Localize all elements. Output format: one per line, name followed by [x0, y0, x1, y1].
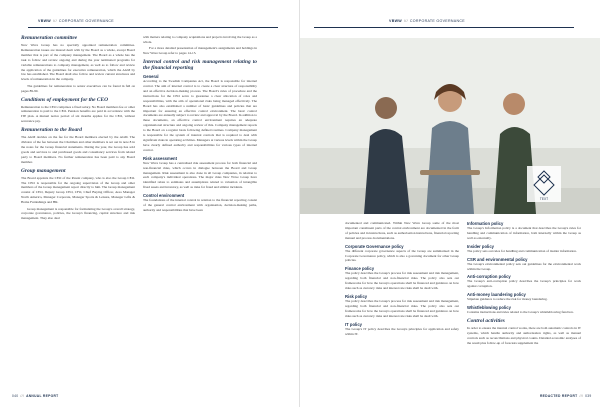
subsection-heading: Whistleblowing policy: [467, 305, 511, 311]
section-heading: Remuneration committee: [21, 35, 78, 41]
right-column-1: [345, 221, 459, 338]
subsection-heading: Control environment: [143, 193, 185, 199]
footer-separator: ///: [20, 394, 25, 398]
header-rule: [314, 27, 574, 28]
header-separator: ///: [52, 19, 57, 23]
left-column-1: [21, 35, 135, 223]
section-heading: Group management: [21, 167, 66, 174]
header-separator: ///: [403, 19, 408, 23]
footer-label: ANNUAL REPORT: [26, 394, 59, 398]
body-paragraph: Group management is responsible for formulating the Group's overall strategy, corporate governance, policies, the Group's financing, capital structure and risk management. They also deal: [21, 206, 135, 221]
body-paragraph: The Board appoints the CEO of the Parent company, who is also the Group CEO. The CEO is responsible for the ongoing supervision of the Group and other members of the Group management report directly to him. The Group management consist of CEO, Deputy Group CEO, CFO, Chief Buying Officer, Area Manager North America, Manager Corporate, Manager Sports & Leisure, Manager Gifts & Home Furnishings and HR.: [21, 175, 135, 205]
page-number: 039: [585, 394, 592, 398]
subsection-heading: Information policy: [467, 221, 504, 226]
header-rule: [28, 27, 278, 28]
subsection-heading: CSR and environmental policy: [467, 256, 528, 262]
right-page-header: [389, 19, 465, 23]
subsection-heading: IT policy: [345, 321, 362, 327]
left-column-2: [143, 35, 257, 214]
body-paragraph: According to the Swedish Companies Act, the Board is responsible for internal control. The aim of internal control is to create a clear structure of responsibility and an effective decision-making process. The Board's rules of procedure and the instructions for the CEO serve to guarantee a clear allocation of roles and responsibilities, with the aim of operational risks being managed effectively. The Board has also established a number of basic guidelines and policies that are important for ensuring an effective control environment. The basic control documents are annually subject to review and approval by the Board. In addition to these documents, an effective control environment requires an adequate organisational structure and ongoing review of this. Company management reports to the Board on a regular basis following defined routines. Company management is responsible for the system of internal controls that is required to deal with significant risks in operating activities. Managers at various levels within the Group have clearly defined authority and responsibilities for various types of internal control.: [143, 79, 257, 152]
subsection-heading: Insider policy: [467, 243, 494, 249]
subsection-heading: Finance policy: [345, 266, 375, 272]
body-paragraph: The guidelines for remuneration to senior executives can be found in full on pages 89-90.: [21, 83, 135, 93]
body-paragraph: The AGM decides on the fee for the Board members elected by the AGM. The division of the fee between the Chairman and other members is set out in note 8 in the notes for the Group financial statements. During the year, the Group has sold goods and services to and purchased goods and consultancy services from related party to Board members. No further remuneration has been paid to any Board member.: [21, 135, 135, 164]
body-paragraph: The Group's IT policy describes the Group's principles for application and safety within IT.: [345, 326, 459, 336]
body-paragraph: The foundations of the internal control in relation to the financial reporting consist of the general control environment with organisation, decision-making paths, authority and responsibilities that have been: [143, 198, 257, 212]
body-paragraph: The different corporate governance aspects of the Group are summarised in the Corporate Governance policy, which is also a governing document for other Group policies.: [345, 248, 459, 263]
logo-text: TEXT: [539, 197, 549, 201]
body-paragraph: The Group's environmental policy sets out guidelines for the environmental work within the Group.: [467, 261, 581, 271]
body-paragraph: Contains instructions and rules related to the Group's whistleblowing function.: [467, 310, 574, 315]
right-page-footer: [540, 394, 592, 398]
subsection-heading: General: [143, 74, 159, 80]
body-paragraph: The policy describes the Group's process for risk assessment and risk management, regarding both financial and non-financial risks. The policy also sets out frameworks for how the Group's operations shall be financed and guidance on how risks such as currency risks and interest rate risks shall be dealt with.: [345, 298, 459, 318]
brand-logo-icon: [527, 166, 561, 202]
body-paragraph: New Wave Group has a centralised risk assessment process for both financial and non-financial risks, which occurs in dialogue between the Board and Group management. Risk assessment is also done in all Group companies, in relation to each company's individual operations. The major risks New Wave Group have identified relate to estimates and assumptions related to valuation of intangible fixed assets and inventory, as well as risks for fraud and similar incidents.: [143, 160, 257, 190]
left-page-header: [38, 19, 114, 23]
body-paragraph: The Group's anti-corruption policy describes the Group's principles for work against corruption.: [467, 279, 581, 289]
body-paragraph: documented and communicated. Within New Wave Group some of the most important constituent parts of the control environment are documented in the form of policies and in instructions, such as authorisation instructions, financial reporting manual and process documentations.: [345, 221, 459, 240]
subsection-heading: Risk assessment: [143, 155, 177, 161]
page-number: 040: [12, 394, 19, 398]
section-heading: Internal control and risk management relating to the financial reporting: [143, 59, 257, 72]
body-paragraph: The policy sets out rules for handling and communication of insider information.: [467, 248, 577, 253]
right-column-2: [467, 221, 581, 347]
header-brand: VBWW: [38, 19, 51, 23]
body-paragraph: New Wave Group has no specially appointed remuneration committee. Remuneration issues are instead dealt with by the Board as a whole, except Board member that is part of the company management. The Board as a whole has the task to follow and review ongoing and during the year terminated programs for variable remunerations to company management, as well as to follow and review the application of the guidelines for executive remuneration, which the AGM by law has established. The Board shall also follow and review current structures and levels of remuneration in the company.: [21, 43, 135, 82]
body-paragraph: The policy describes the Group's process for risk assessment and risk management, regarding both financial and non-financial risks. The policy also sets out frameworks for how the Group's operations shall be financed and guidance on how risks such as currency risks and interest rate risks shall be dealt with.: [345, 271, 459, 291]
section-heading: Remuneration to the Board: [21, 127, 82, 134]
body-paragraph: In order to ensure the internal control works, there are both automatic controls in IT systems, which handle authority and authorisation rights, as well as manual controls such as reconciliations and physical counts. Detailed economic analyses of the result plus follow-up of forecasts supplement the: [467, 326, 581, 345]
subsection-heading: Anti-corruption policy: [467, 274, 511, 280]
header-section: CORPORATE GOVERNANCE: [58, 19, 114, 23]
subsection-heading: Corporate Governance policy: [345, 243, 404, 249]
header-section: CORPORATE GOVERNANCE: [409, 19, 465, 23]
subsection-heading: Anti-money laundering policy: [467, 292, 526, 298]
subsection-heading: Risk policy: [345, 293, 368, 299]
footer-label: REDACTED REPORT: [540, 394, 578, 398]
body-paragraph: Stipulate guidance to reduce the risk for money laundering.: [467, 297, 548, 302]
section-heading: Control activities: [467, 318, 505, 325]
body-paragraph: Remuneration to the CEO comprises a fixed salary. No Board members fee or other remuneration is paid to the CEO. Pension benefits are paid in accordance with the ITP plan. A mutual notice period of six months applies for the CEO, without severance pay.: [21, 104, 135, 124]
body-paragraph: The Group's Information policy is a document that describes the Group's rules for handling and communication of information, both internally within the Group as well as externally.: [467, 226, 581, 240]
body-paragraph: with matters relating to company acquisitions and projects involving the Group as a whole.: [143, 35, 257, 44]
section-heading: Conditions of employment for the CEO: [21, 96, 109, 103]
body-paragraph: For a more detailed presentation of management's assignments and holdings in New Wave Group refer to pages 14-15.: [143, 46, 257, 56]
header-brand: VBWW: [389, 19, 402, 23]
footer-separator: ///: [579, 394, 584, 398]
left-page-footer: [12, 394, 58, 398]
